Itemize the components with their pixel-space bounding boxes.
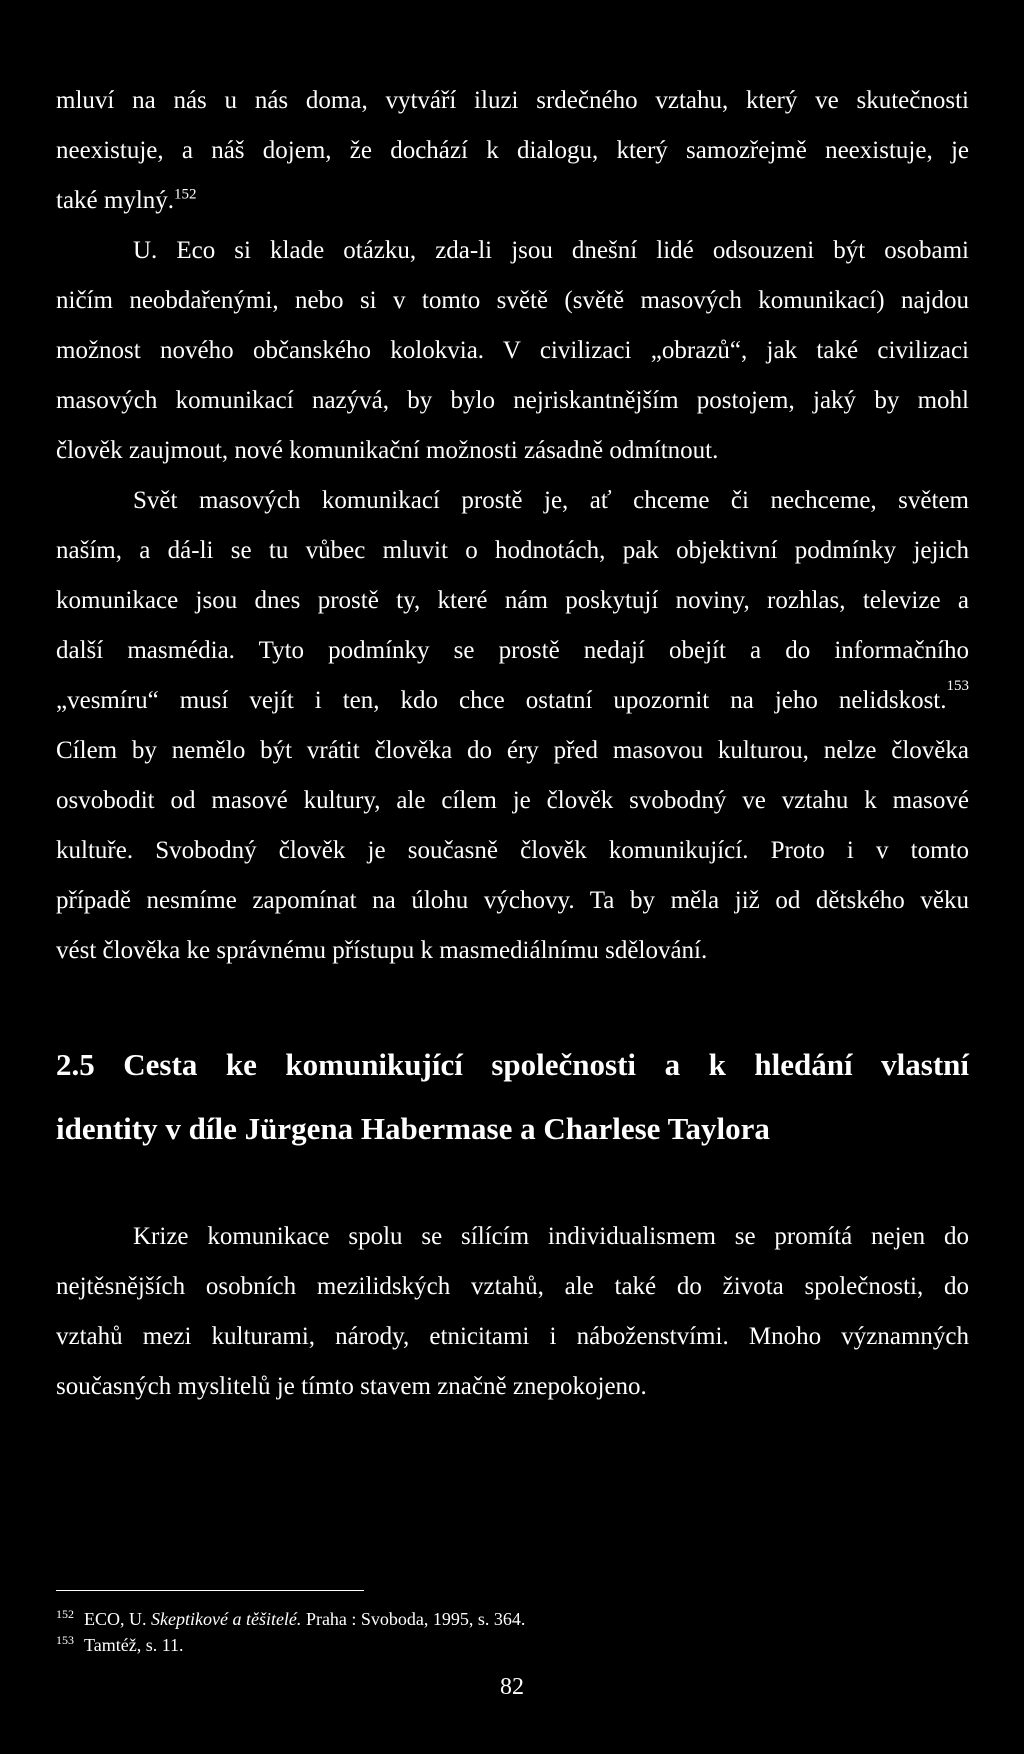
section-line: Krize komunikace spolu se sílícím individualismem se promítá nejen do [133,1223,969,1250]
footnote-number: 152 [56,1607,74,1621]
body-line: neexistuje, a náš dojem, že dochází k dialogu, který samozřejmě neexistuje, je [56,137,969,164]
body-line [56,186,969,216]
section-heading-line: identity v díle Jürgena Habermase a Charlese Taylora [56,1111,770,1146]
section-line: současných myslitelů je tímto stavem značně znepokojeno. [56,1373,647,1400]
body-line: možnost nového občanského kolokvia. V civilizaci „obrazů“, jak také civilizaci [56,337,969,364]
body-line: Svět masových komunikací prostě je, ať chceme či nechceme, světem [133,487,969,514]
footnote-152 [56,1608,525,1630]
body-line: U. Eco si klade otázku, zda-li jsou dnešní lidé odsouzeni být osobami [133,237,969,264]
body-line: komunikace jsou dnes prostě ty, které nám poskytují noviny, rozhlas, televize a [56,587,969,614]
footnote-ref-153[interactable]: 153 [946,678,969,694]
body-line: kultuře. Svobodný člověk je současně člověk komunikující. Proto i v tomto [56,837,969,864]
section-heading-line: 2.5 Cesta ke komunikující společnosti a k hledání vlastní [56,1047,969,1082]
footnote-book-title: Skeptikové a těšitelé. [151,1609,302,1629]
footnote-number: 153 [56,1633,74,1647]
page-number: 82 [500,1674,524,1700]
footnote-separator [56,1590,364,1591]
section-line: vztahů mezi kulturami, národy, etnicitami i náboženstvími. Mnoho významných [56,1323,969,1350]
body-line-text: také mylný. [56,187,175,214]
body-line [56,678,969,716]
footnote-text: Praha : Svoboda, 1995, s. 364. [301,1609,526,1629]
body-line: člověk zaujmout, nové komunikační možnosti zásadně odmítnout. [56,437,719,464]
body-line: masových komunikací nazývá, by bylo nejriskantnějším postojem, jaký by mohl [56,387,969,414]
body-line-text: „vesmíru“ musí vejít i ten, kdo chce ostatní upozornit na jeho nelidskost. [56,687,947,714]
footnote-text: Tamtéž, s. 11. [84,1635,184,1655]
body-line: vést člověka ke správnému přístupu k masmediálnímu sdělování. [56,937,708,964]
section-line: nejtěsnějších osobních mezilidských vztahů, ale také do života společnosti, do [56,1273,969,1300]
body-line: Cílem by nemělo být vrátit člověka do éry před masovou kulturou, nelze člověka [56,737,969,764]
footnote-153 [56,1634,184,1656]
body-line: naším, a dá-li se tu vůbec mluvit o hodnotách, pak objektivní podmínky jejich [56,537,969,564]
body-line: osvobodit od masové kultury, ale cílem je člověk svobodný ve vztahu k masové [56,787,969,814]
body-line: případě nesmíme zapomínat na úlohu výchovy. Ta by měla již od dětského věku [56,887,969,914]
body-line: mluví na nás u nás doma, vytváří iluzi srdečného vztahu, který ve skutečnosti [56,87,969,114]
footnote-ref-152[interactable]: 152 [174,186,197,203]
footnote-text: ECO, U. [84,1609,151,1629]
body-line: další masmédia. Tyto podmínky se prostě nedají obejít a do informačního [56,637,969,664]
body-line: ničím neobdařenými, nebo si v tomto světě (světě masových komunikací) najdou [56,287,969,314]
